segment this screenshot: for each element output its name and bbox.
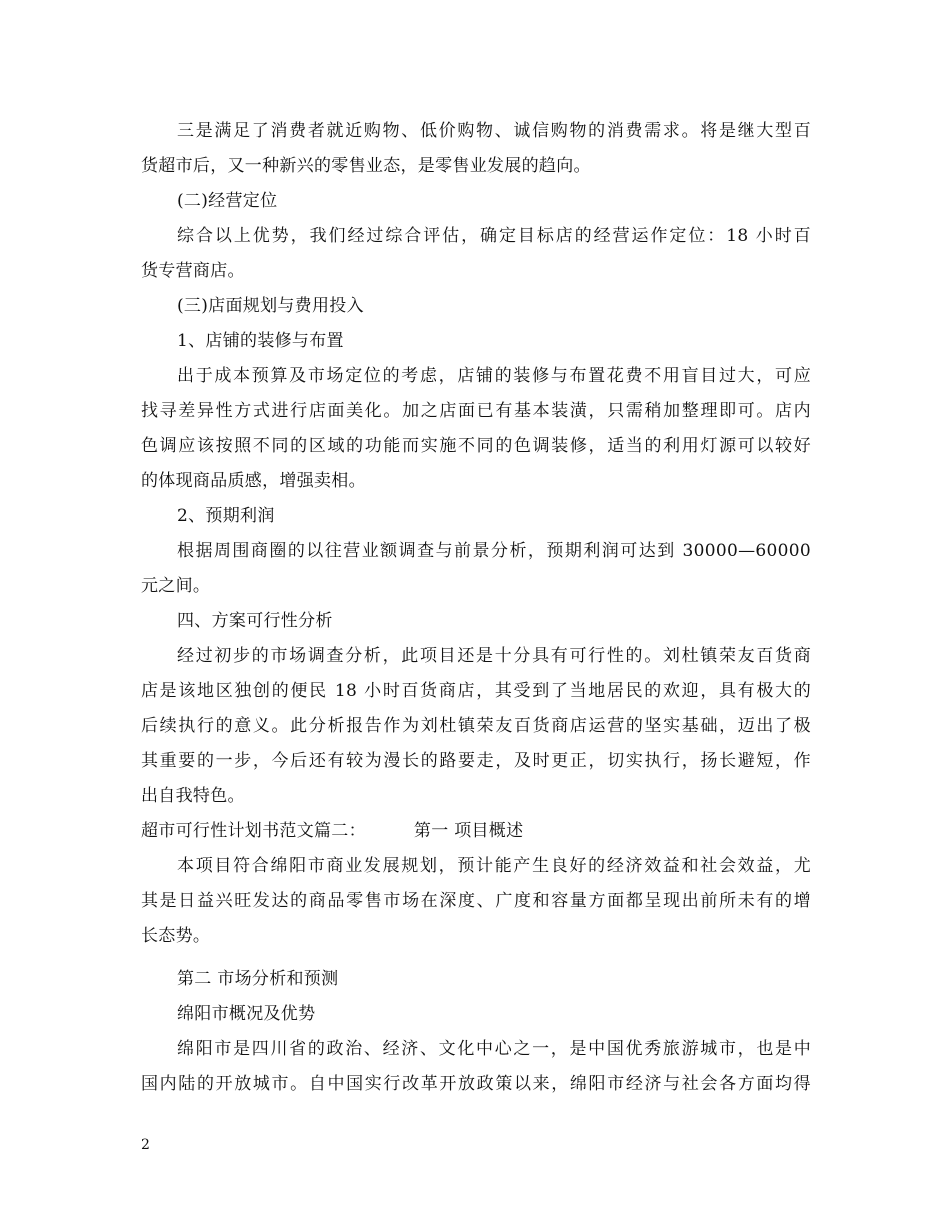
- paragraph-line: 出于成本预算及市场定位的考虑，店铺的装修与布置花费不用盲目过大，可应: [177, 366, 811, 386]
- subsection-heading: 2、预期利润: [177, 506, 275, 526]
- subsection-heading: 1、店铺的装修与布置: [177, 331, 344, 351]
- paragraph-line: 综合以上优势，我们经过综合评估，确定目标店的经营运作定位：18 小时百: [177, 226, 811, 246]
- page-number: 2: [141, 1137, 150, 1153]
- subsection-heading: 绵阳市概况及优势: [177, 1004, 316, 1024]
- paragraph-line: 三是满足了消费者就近购物、低价购物、诚信购物的消费需求。将是继大型百: [177, 121, 811, 141]
- paragraph-line: 长态势。: [141, 926, 211, 946]
- paragraph-line: 国内陆的开放城市。自中国实行改革开放政策以来，绵阳市经济与社会各方面均得: [141, 1074, 811, 1094]
- section-heading: (二)经营定位: [177, 191, 278, 211]
- section-heading: (三)店面规划与费用投入: [177, 296, 364, 316]
- article-title-line: [141, 814, 811, 849]
- paragraph-line: 元之间。: [141, 576, 211, 596]
- paragraph-line: 根据周围商圈的以往营业额调查与前景分析，预期利润可达到 30000—60000: [177, 541, 811, 561]
- paragraph-line: 色调应该按照不同的区域的功能而实施不同的色调装修，适当的利用灯源可以较好: [141, 436, 811, 456]
- chapter-heading: 第二 市场分析和预测: [177, 969, 339, 989]
- paragraph-line: 货专营商店。: [141, 261, 245, 281]
- paragraph-spacer: [141, 954, 811, 962]
- chapter-heading: 第一 项目概述: [413, 821, 524, 841]
- paragraph-line: 店是该地区独创的便民 18 小时百货商店，其受到了当地居民的欢迎，具有极大的: [141, 681, 811, 701]
- article-title: 超市可行性计划书范文篇二：: [141, 821, 366, 841]
- paragraph-line: 货超市后，又一种新兴的零售业态，是零售业发展的趋向。: [141, 156, 591, 176]
- paragraph-line: 后续执行的意义。此分析报告作为刘杜镇荣友百货商店运营的坚实基础，迈出了极: [141, 716, 811, 736]
- paragraph-line: 其是日益兴旺发达的商品零售市场在深度、广度和容量方面都呈现出前所未有的增: [141, 891, 811, 911]
- paragraph-line: 找寻差异性方式进行店面美化。加之店面已有基本装潢，只需稍加整理即可。店内: [141, 401, 811, 421]
- paragraph-line: 本项目符合绵阳市商业发展规划，预计能产生良好的经济效益和社会效益，尤: [177, 856, 811, 876]
- document-body: [141, 114, 811, 1102]
- paragraph-line: 绵阳市是四川省的政治、经济、文化中心之一，是中国优秀旅游城市，也是中: [177, 1039, 811, 1059]
- section-heading: 四、方案可行性分析: [177, 611, 333, 631]
- paragraph-line: 经过初步的市场调查分析，此项目还是十分具有可行性的。刘杜镇荣友百货商: [177, 646, 811, 666]
- paragraph-line: 的体现商品质感，增强卖相。: [141, 471, 366, 491]
- paragraph-line: 出自我特色。: [141, 786, 245, 806]
- paragraph-line: 其重要的一步，今后还有较为漫长的路要走，及时更正，切实执行，扬长避短，作: [141, 751, 811, 771]
